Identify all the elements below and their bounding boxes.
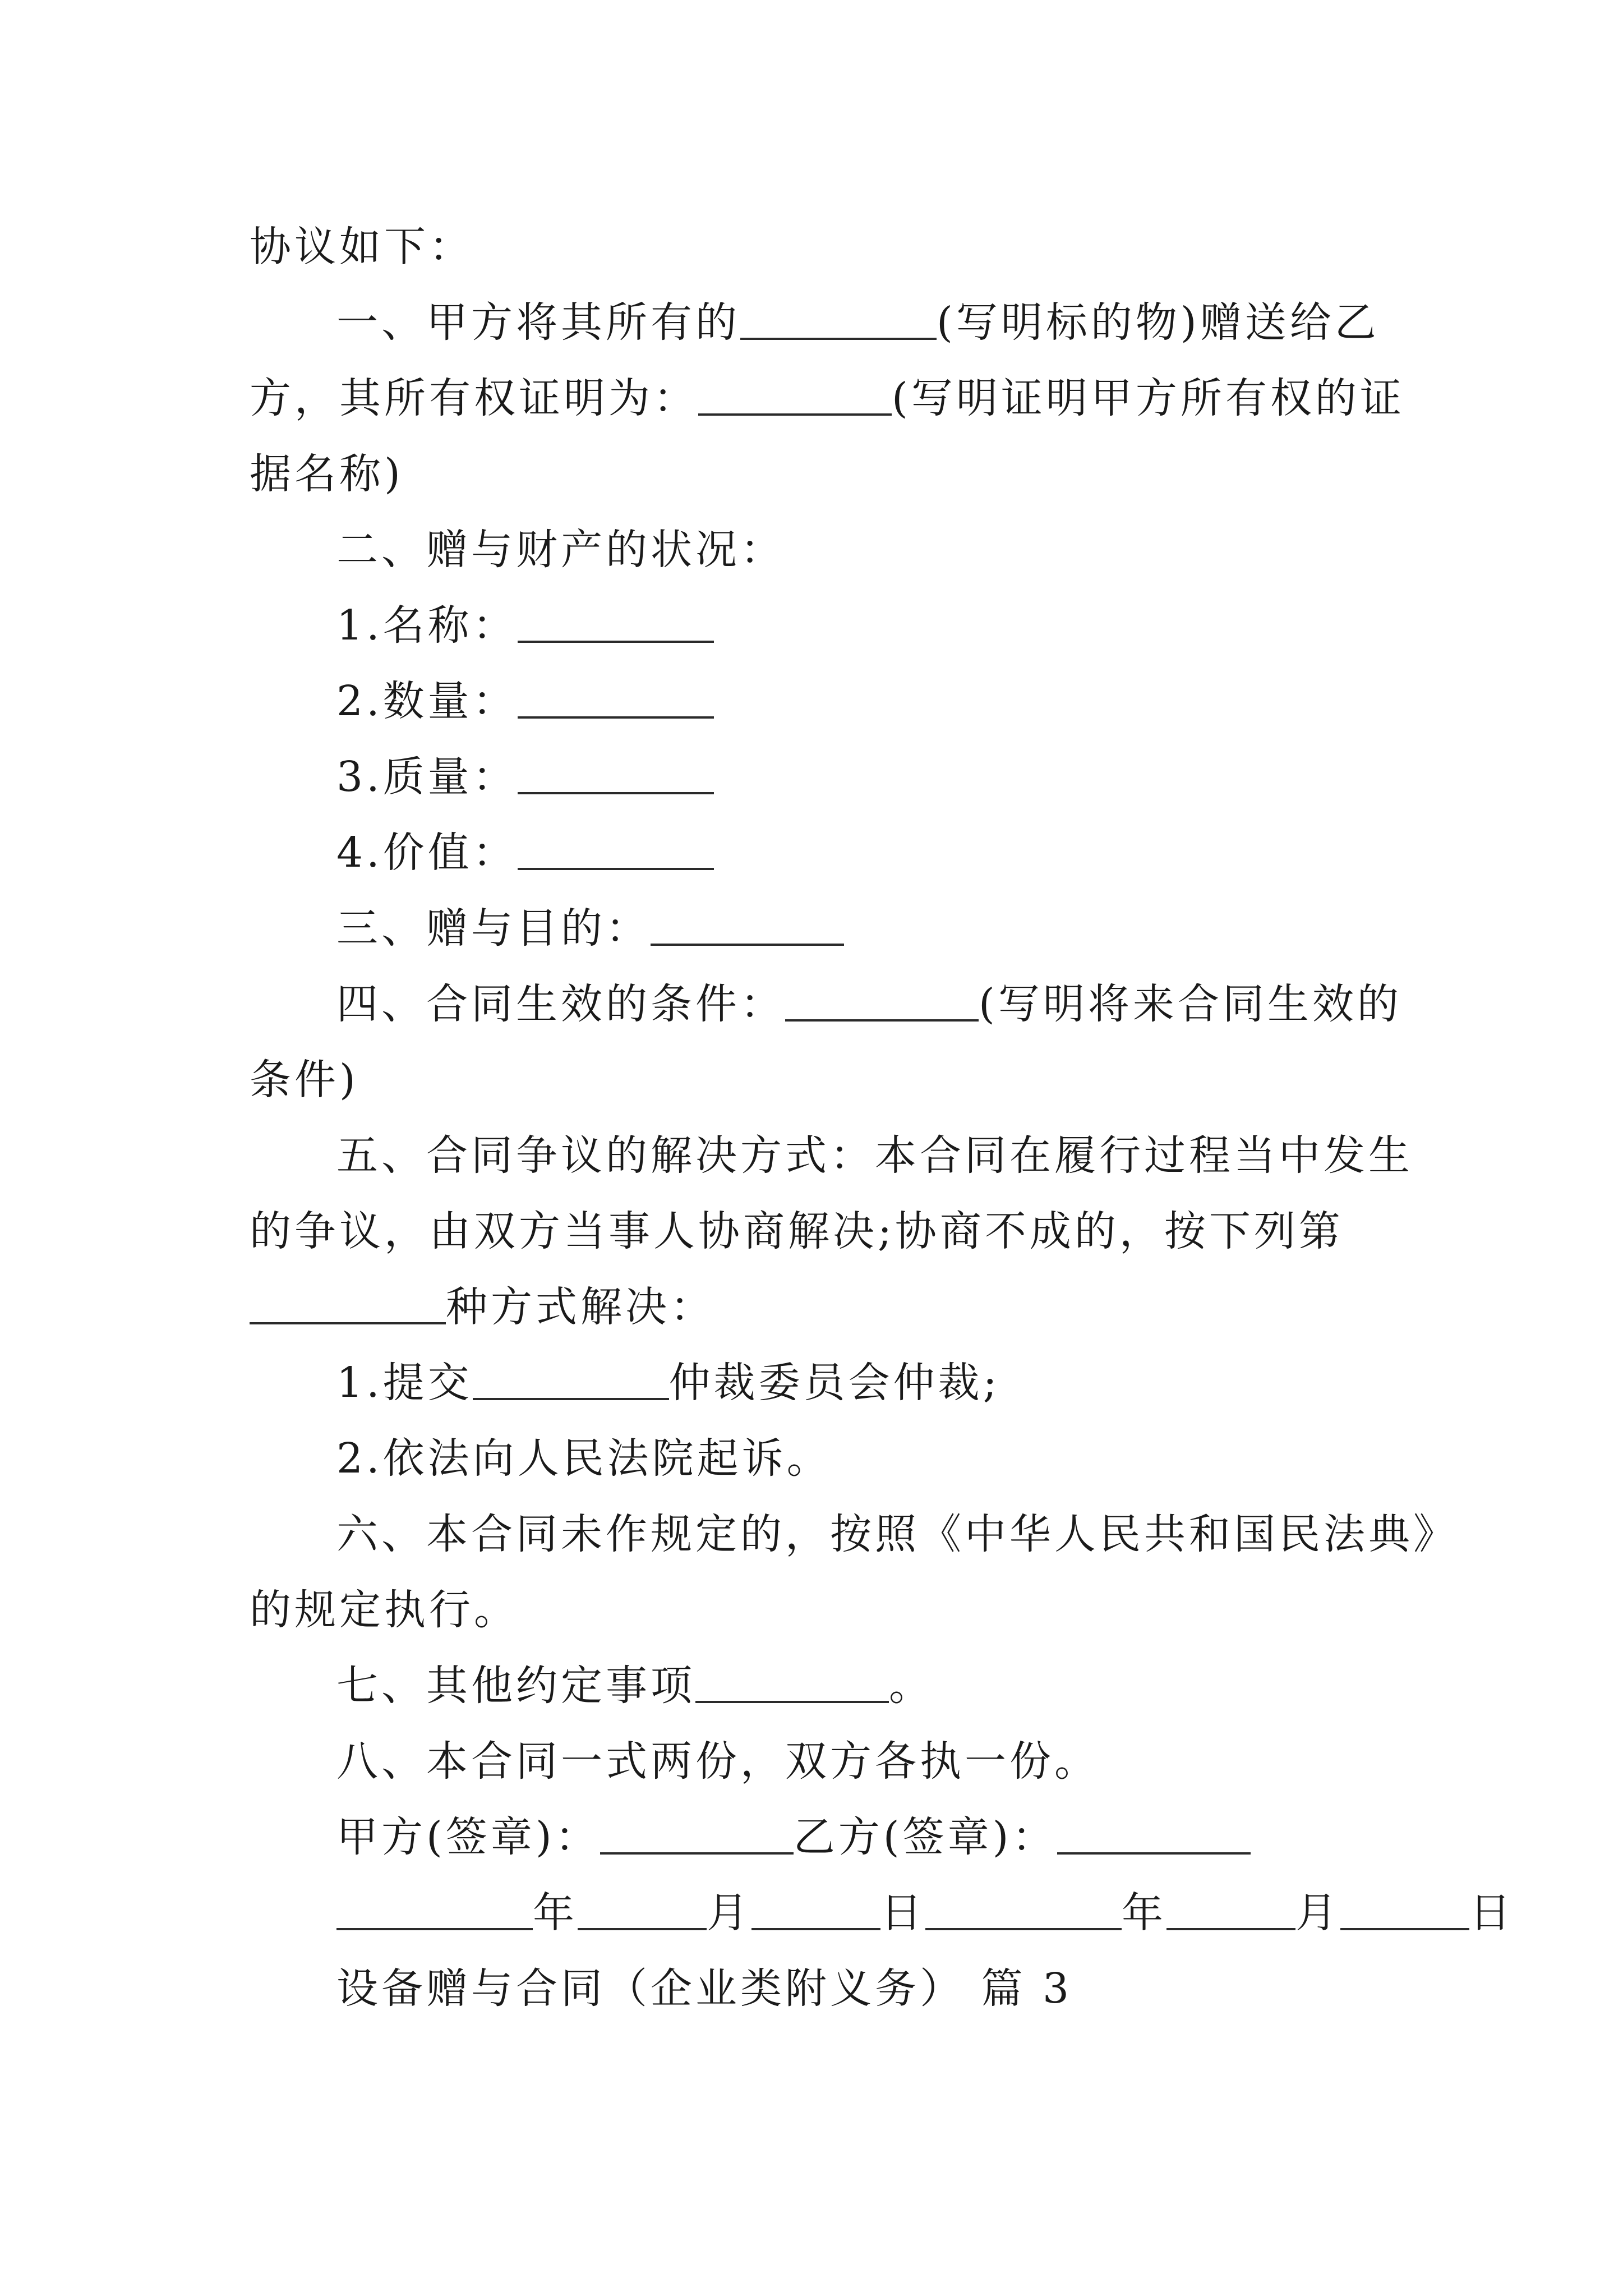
year-label-a: 年 [533,1889,578,1937]
clause-4-line-2 [0,1046,1623,1114]
blank-party-b-sign [1057,1852,1251,1855]
clause-1-text-b: (写明标的物)赠送给乙 [937,298,1380,347]
clause-3-text: 三、赠与目的： [336,904,651,953]
clause-5-line-1 [0,1122,1623,1189]
clause-8-text: 八、本合同一式两份，双方各执一份。 [336,1737,1099,1786]
party-b-sign-label: 乙方(签章)： [793,1813,1057,1861]
option-2-line [0,1425,1623,1492]
item-quality-line [0,743,1623,811]
blank-month-a [578,1928,707,1930]
intro-line [0,213,1623,280]
option-2-text: 2.依法向人民法院起诉。 [336,1434,832,1483]
clause-6-text-b: 的规定执行。 [250,1586,519,1634]
intro-text: 协议如下： [250,223,474,271]
option-1-line [0,1349,1623,1416]
year-label-b: 年 [1122,1889,1166,1937]
item-value-label: 4.价值： [336,829,518,877]
blank-name [518,641,714,643]
clause-1-text-c: 方，其所有权证明为： [250,374,698,422]
month-label-a: 月 [707,1889,751,1937]
day-label-a: 日 [880,1889,925,1937]
clause-3-line [0,895,1623,962]
item-name-line [0,592,1623,659]
option-1-text-b: 仲裁委员会仲裁; [668,1359,1000,1407]
clause-7-text-b: 。 [889,1662,934,1710]
blank-year-b [925,1928,1122,1930]
blank-resolution-method [250,1322,446,1324]
clause-1-text-d: (写明证明甲方所有权的证 [892,374,1405,422]
next-section-heading [0,1955,1623,2022]
clause-4-text-a: 四、合同生效的条件： [336,980,785,1028]
clause-1-text-a: 一、甲方将其所有的 [336,298,740,347]
blank-party-a-sign [600,1852,794,1855]
clause-5-text-a: 五、合同争议的解决方式：本合同在履行过程当中发生 [336,1131,1413,1180]
clause-5-text-c: 种方式解决： [446,1283,715,1331]
blank-day-a [751,1928,880,1930]
clause-1-line-3 [0,440,1623,508]
clause-7-line [0,1652,1623,1719]
item-quantity-line [0,668,1623,735]
clause-4-text-b: (写明将来合同生效的 [979,980,1402,1028]
clause-6-line-1 [0,1501,1623,1568]
blank-subject-matter [740,338,937,340]
item-quality-label: 3.质量： [336,753,518,801]
clause-4-text-c: 条件) [250,1056,359,1104]
signature-line [0,1803,1623,1871]
blank-arbitration [473,1398,669,1400]
month-label-b: 月 [1295,1889,1340,1937]
clause-8-line [0,1728,1623,1795]
item-quantity-label: 2.数量： [336,677,518,725]
item-value-line [0,819,1623,886]
clause-4-line-1 [0,970,1623,1038]
blank-other-terms [695,1701,889,1703]
clause-1-text-e: 据名称) [250,450,404,498]
party-a-sign-label: 甲方(签章)： [336,1813,600,1861]
blank-year-a [336,1928,533,1930]
clause-6-text-a: 六、本合同未作规定的，按照《中华人民共和国民法典》 [336,1510,1458,1558]
clause-6-line-2 [0,1576,1623,1644]
blank-quality [518,792,714,794]
blank-purpose [651,944,844,946]
clause-5-text-b: 的争议，由双方当事人协商解决;协商不成的，按下列第 [250,1207,1344,1255]
blank-effect-condition [785,1019,979,1022]
clause-2-text: 二、赠与财产的状况： [336,526,785,574]
blank-quantity [518,716,714,719]
item-name-label: 1.名称： [336,601,518,650]
next-section-heading-text: 设备赠与合同（企业类附义务） 篇 3 [336,1964,1073,2013]
blank-ownership-proof [698,413,892,416]
blank-day-b [1340,1928,1469,1930]
blank-value [518,868,714,870]
clause-5-line-2 [0,1198,1623,1265]
clause-1-line-1 [0,289,1623,356]
day-label-b: 日 [1469,1889,1514,1937]
clause-5-line-3 [0,1273,1623,1341]
date-line [0,1879,1623,1947]
clause-2-line [0,516,1623,583]
option-1-text-a: 1.提交 [336,1359,473,1407]
clause-7-text-a: 七、其他约定事项 [336,1662,695,1710]
clause-1-line-2 [0,365,1623,432]
blank-month-b [1166,1928,1295,1930]
